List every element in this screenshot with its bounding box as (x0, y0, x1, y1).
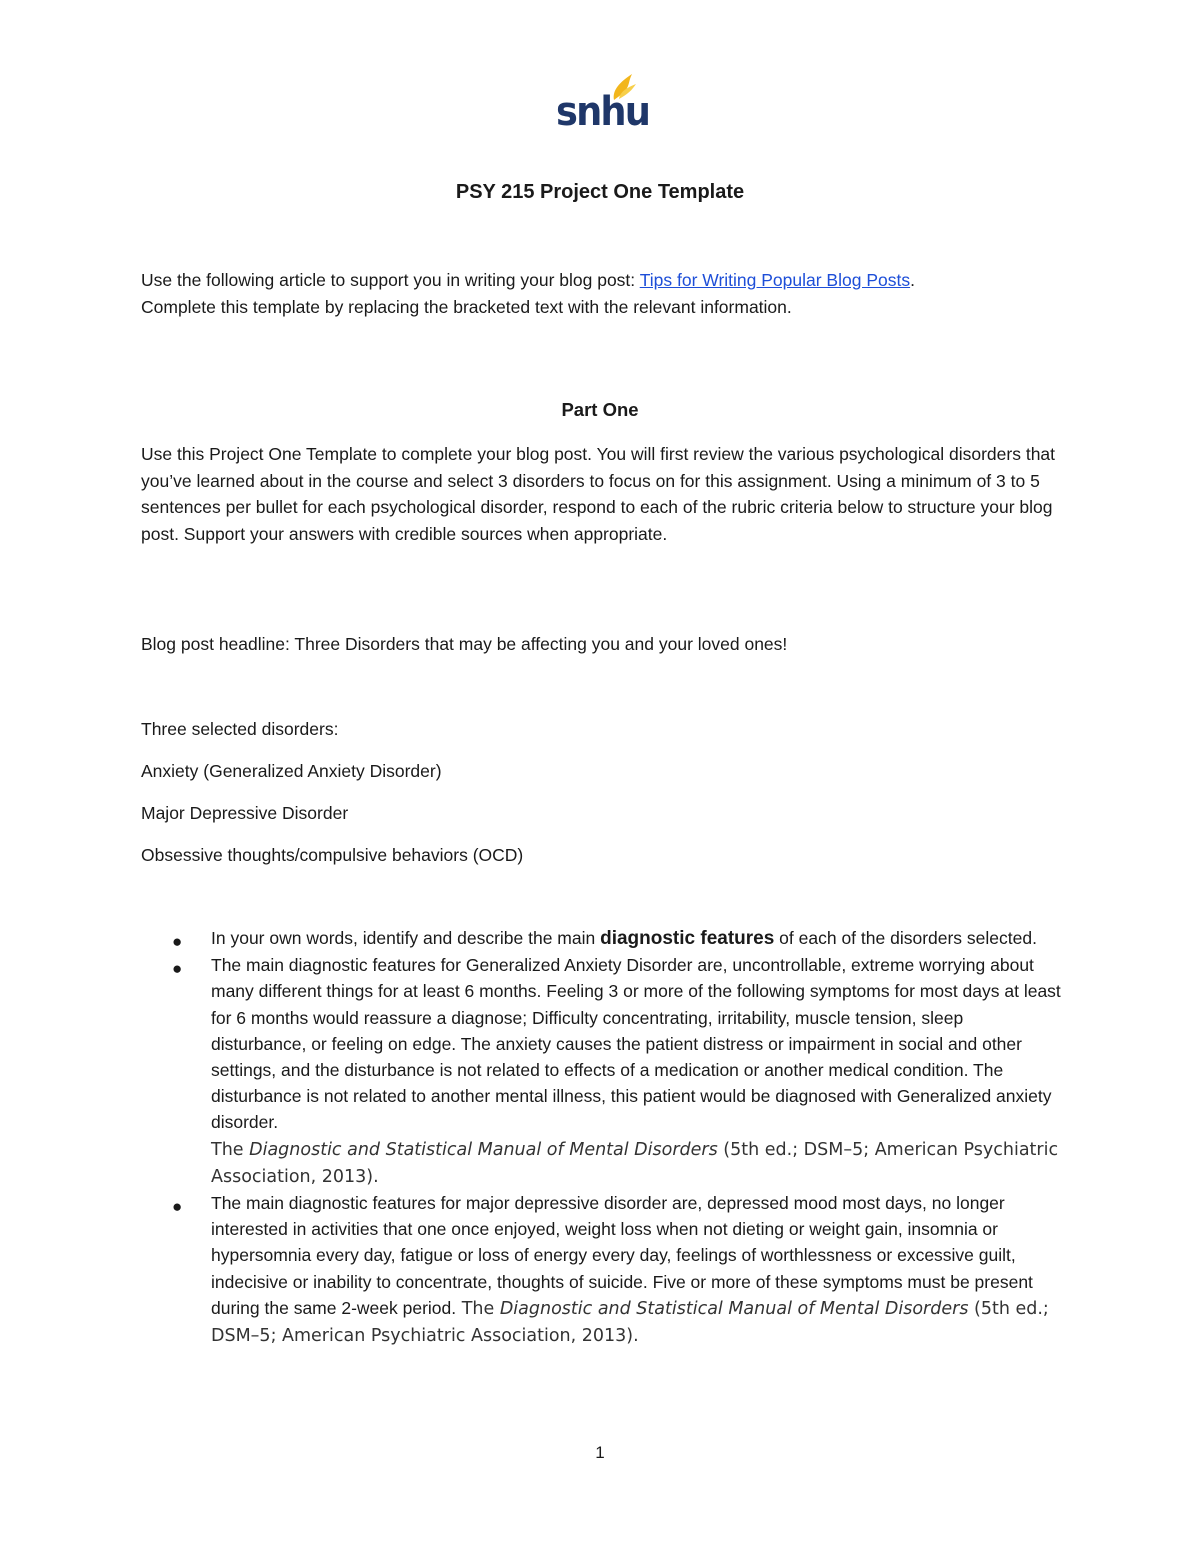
intro-paragraph (141, 267, 1061, 320)
list-item (141, 925, 1061, 952)
tips-link[interactable]: Tips for Writing Popular Blog Posts (639, 270, 911, 290)
disorder-item: Anxiety (Generalized Anxiety Disorder) (141, 761, 442, 781)
bullet-icon: ● (172, 959, 183, 979)
list-item (141, 952, 1061, 1190)
disorder-item: Obsessive thoughts/compulsive behaviors (OCD) (141, 845, 524, 865)
diagnostic-features-term: diagnostic features (600, 928, 775, 949)
prompt-text: In your own words, identify and describe the main (211, 928, 601, 948)
intro-text: Use the following article to support you in writing your blog post: (141, 270, 640, 290)
snhu-logo (552, 72, 650, 135)
intro-instructions: Complete this template by replacing the bracketed text with the relevant information. (141, 296, 792, 317)
document-title: PSY 215 Project One Template (455, 181, 745, 203)
prompt-text-end: of each of the disorders selected. (774, 928, 1037, 948)
part-one-paragraph: Use this Project One Template to complete your blog post. You will first review the various psychological disorders that you’ve learned about in the course and select 3 disorders to focus on for this assignment. Using a minimum of 3 to 5 sentences per bullet for each psychological disorder, respond to each of the rubric criteria below to structure your blog post. Support your answers with credible sources when appropriate. (141, 444, 1056, 544)
logo-wordmark: snhu (556, 89, 650, 135)
citation: The Diagnostic and Statistical Manual of Mental Disorders (5th ed.; DSM–5; American Psychiatric Association, 2013). (211, 1139, 1059, 1187)
citation: The Diagnostic and Statistical Manual of Mental Disorders (5th ed.; DSM–5; American Psychiatric Association, 2013). (211, 1298, 1049, 1347)
disorders-label: Three selected disorders: (141, 719, 339, 739)
part-one-heading: Part One (561, 399, 639, 420)
disorder-item: Major Depressive Disorder (141, 803, 349, 823)
page-number: 1 (595, 1443, 605, 1462)
bullet-icon: ● (172, 1197, 183, 1217)
gad-description: The main diagnostic features for Generalized Anxiety Disorder are, uncontrollable, extreme worrying about many different things for at least 6 months. Feeling 3 or more of the following symptoms for most days at least for 6 months would reassure a diagnose; Difficulty concentrating, irritability, muscle tension, sleep disturbance, or feeling on edge. The anxiety causes the patient distress or impairment in social and other settings, and the disturbance is not related to effects of a medication or another medical condition. The disturbance is not related to another mental illness, this patient would be diagnosed with Generalized anxiety disorder. (211, 955, 1061, 1133)
list-item (141, 1190, 1061, 1349)
intro-period: . (910, 270, 915, 290)
bullet-icon: ● (172, 932, 183, 951)
blog-headline: Blog post headline: Three Disorders that may be affecting you and your loved ones! (141, 634, 788, 654)
mdd-description: The main diagnostic features for major depressive disorder are, depressed mood most days, no longer interested in activities that one once enjoyed, weight loss when not dieting or weight gain, insomnia or hypersomnia every day, fatigue or loss of energy every day, feelings of worthlessness or excessive guilt, indecisive or inability to concentrate, thoughts of suicide. Five or more of these symptoms must be present during the same 2-week period. (211, 1193, 1033, 1318)
criteria-list (141, 925, 1061, 1349)
